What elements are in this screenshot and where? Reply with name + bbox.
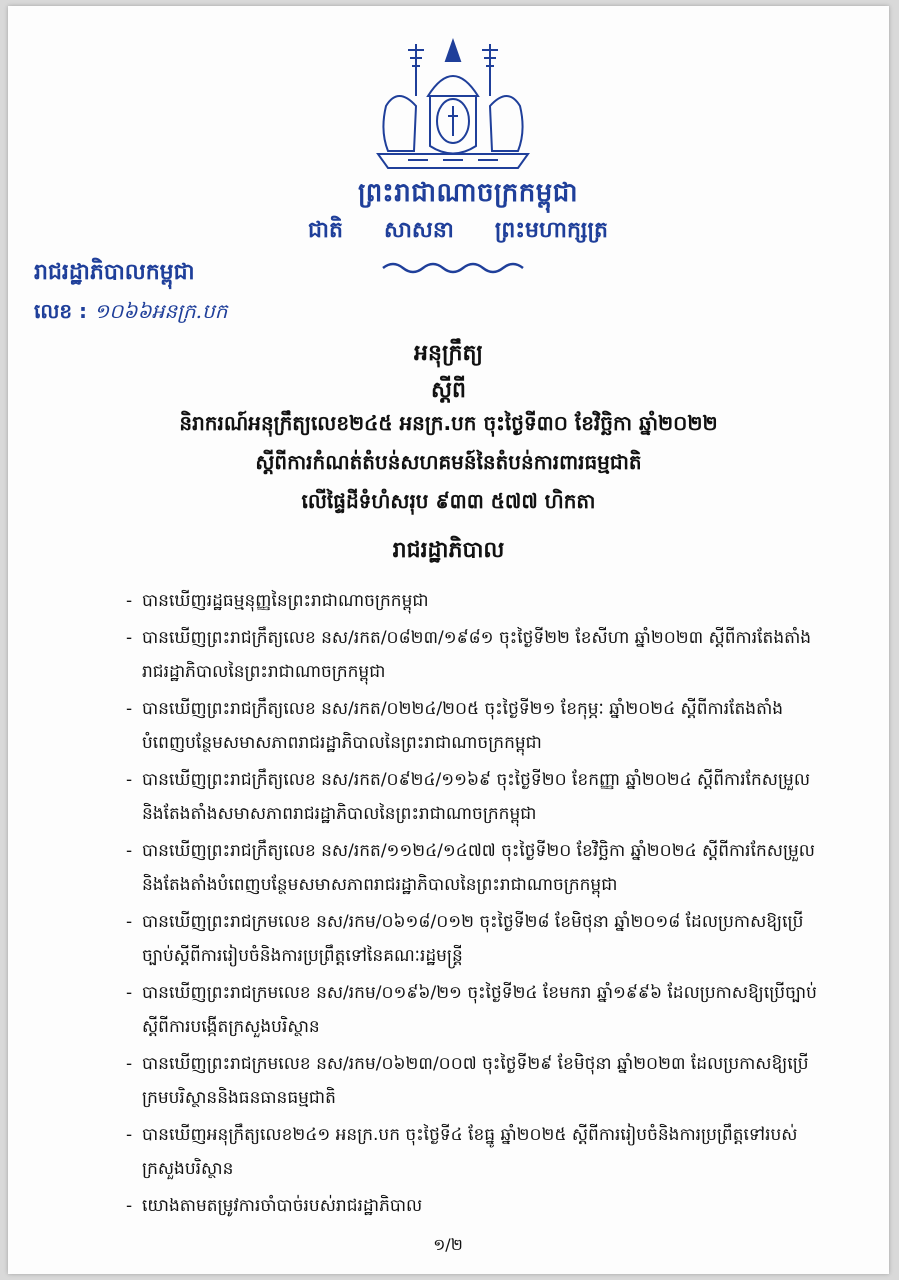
motto-nation: ជាតិ bbox=[308, 218, 343, 243]
document-page bbox=[8, 6, 889, 1274]
royal-coat-of-arms-emblem bbox=[368, 36, 538, 171]
list-item: - បានឃើញរដ្ឋធម្មនុញ្ញនៃព្រះរាជាណាចក្រកម្ពុជា bbox=[126, 584, 826, 619]
list-item: - បានឃើញព្រះរាជក្រមលេខ នស/រកម/០១៩៦/២១ ចុះថ្ងៃទី២៤ ខែមករា ឆ្នាំ១៩៩៦ ដែលប្រកាសឱ្យប្រើច្បាប់ស្ដីពីការបង្កើតក្រសួងបរិស្ថាន bbox=[126, 976, 826, 1045]
subject-label: ស្ដីពី bbox=[431, 378, 466, 403]
government-name: រាជរដ្ឋាភិបាលកម្ពុជា bbox=[34, 260, 195, 285]
page-number: ១/២ bbox=[433, 1235, 463, 1254]
subject-line-1: និរាករណ៍អនុក្រឹត្យលេខ២៤៥ អនក្រ.បក ចុះថ្ងៃទី៣០ ខែវិច្ឆិកា ឆ្នាំ២០២២ bbox=[179, 411, 718, 435]
number-value: ១០៦៦អនក្រ.បក bbox=[94, 299, 228, 323]
kingdom-title: ព្រះរាជាណាចក្រកម្ពុជា bbox=[358, 178, 578, 208]
list-item: - បានឃើញព្រះរាជក្រឹត្យលេខ នស/រកត/១១២៤/១៤៧៧ ចុះថ្ងៃទី២០ ខែវិច្ឆិកា ឆ្នាំ២០២៤ ស្ដីពីការកែសម្រួលនិងតែងតាំងបំពេញបន្ថែមសមាសភាពរាជរដ្ឋាភិបាលនៃព្រះរាជាណាចក្រកម្ពុជា bbox=[126, 834, 826, 903]
list-item: - បានឃើញព្រះរាជក្រឹត្យលេខ នស/រកត/០៩២៤/១១៦៩ ចុះថ្ងៃទី២០ ខែកញ្ញា ឆ្នាំ២០២៤ ស្ដីពីការកែសម្រួលនិងតែងតាំងសមាសភាពរាជរដ្ឋាភិបាលនៃព្រះរាជាណាចក្រកម្ពុជា bbox=[126, 763, 826, 832]
subject-line-2: ស្ដីពីការកំណត់តំបន់សហគមន៍នៃតំបន់ការពារធម្មជាតិ bbox=[255, 450, 642, 474]
list-item: - បានឃើញព្រះរាជក្រឹត្យលេខ នស/រកត/០៨២៣/១៩៨១ ចុះថ្ងៃទី២២ ខែសីហា ឆ្នាំ២០២៣ ស្ដីពីការតែងតាំងរាជរដ្ឋាភិបាលនៃព្រះរាជាណាចក្រកម្ពុជា bbox=[126, 621, 826, 690]
subject-line-3: លើផ្ទៃដីទំហំសរុប ៩៣៣ ៥៧៧ ហិកតា bbox=[301, 489, 596, 513]
preamble-list bbox=[126, 584, 826, 1225]
list-item: - បានឃើញអនុក្រឹត្យលេខ២៤១ អនក្រ.បក ចុះថ្ងៃទី៤ ខែធ្នូ ឆ្នាំ២០២៥ ស្ដីពីការរៀបចំនិងការប្រព្រឹត្តទៅរបស់ក្រសួងបរិស្ថាន bbox=[126, 1118, 826, 1187]
motto-religion: សាសនា bbox=[383, 218, 454, 243]
decorative-divider bbox=[378, 258, 528, 278]
document-number bbox=[34, 298, 227, 328]
number-label: លេខ : bbox=[34, 299, 88, 323]
list-item: - បានឃើញព្រះរាជក្រមលេខ នស/រកម/០៦២៣/០០៧ ចុះថ្ងៃទី២៩ ខែមិថុនា ឆ្នាំ២០២៣ ដែលប្រកាសឱ្យប្រើក្រមបរិស្ថាននិងធនធានធម្មជាតិ bbox=[126, 1047, 826, 1116]
list-item: - បានឃើញព្រះរាជក្រមលេខ នស/រកម/០៦១៨/០១២ ចុះថ្ងៃទី២៨ ខែមិថុនា ឆ្នាំ២០១៨ ដែលប្រកាសឱ្យប្រើច្បាប់ស្ដីពីការរៀបចំនិងការប្រព្រឹត្តទៅនៃគណៈរដ្ឋមន្ត្រី bbox=[126, 905, 826, 974]
motto-king: ព្រះមហាក្សត្រ bbox=[494, 218, 608, 243]
document-type-title: អនុក្រឹត្យ bbox=[414, 341, 483, 366]
national-motto bbox=[308, 216, 608, 248]
list-item: - បានឃើញព្រះរាជក្រឹត្យលេខ នស/រកត/០២២៤/២០៥ ចុះថ្ងៃទី២១ ខែកុម្ភៈ ឆ្នាំ២០២៤ ស្ដីពីការតែងតាំងបំពេញបន្ថែមសមាសភាពរាជរដ្ឋាភិបាលនៃព្រះរាជាណាចក្រកម្ពុជា bbox=[126, 692, 826, 761]
section-heading: រាជរដ្ឋាភិបាល bbox=[392, 538, 505, 563]
list-item: - យោងតាមតម្រូវការចាំបាច់របស់រាជរដ្ឋាភិបាល bbox=[126, 1189, 826, 1224]
